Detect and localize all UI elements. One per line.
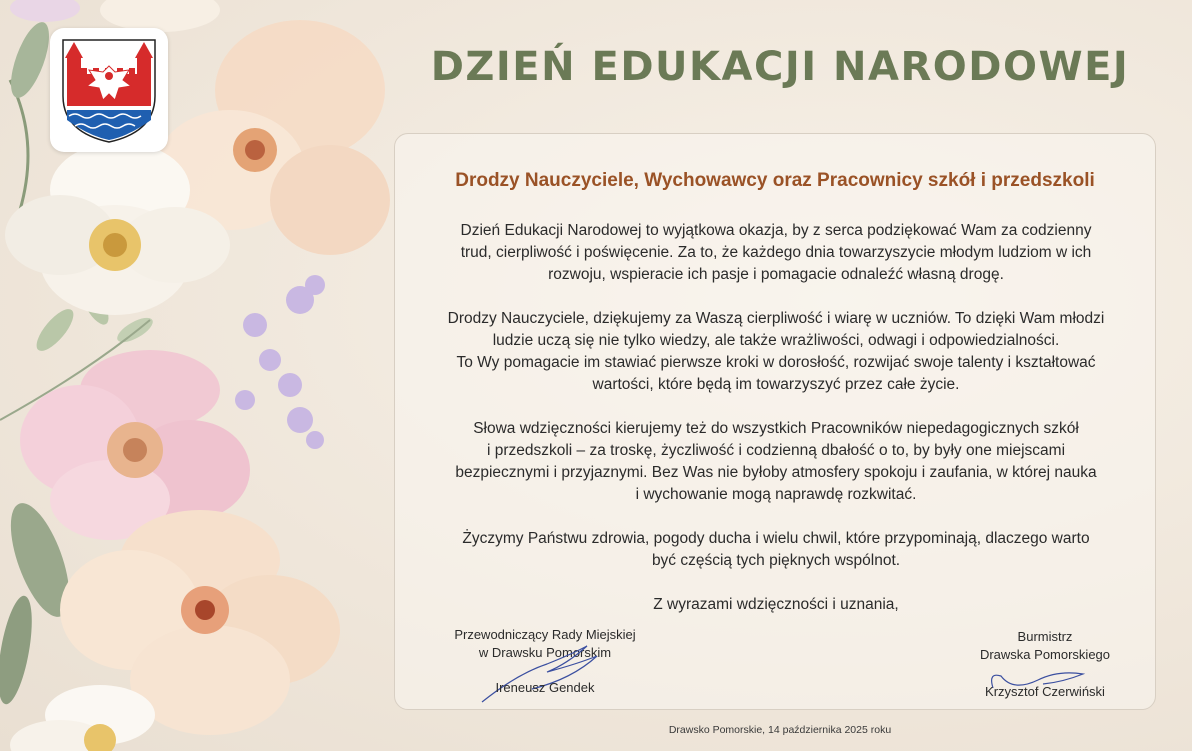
coat-of-arms-icon [59,36,159,144]
greeting-heading: Drodzy Nauczyciele, Wychowawcy oraz Pracownicy szkół i przedszkoli [455,170,1095,191]
letter-card [394,133,1156,710]
signature-scribble-icon [477,634,607,706]
paragraph-2: Drodzy Nauczyciele, dziękujemy za Waszą cierpliwość i wiarę w uczniów. To dzięki Wam młodzi ludzie uczą się nie tylko wiedzy, ale także wrażliwości, odwagi i odpowiedzialności. To Wy pomagacie im stawiać pierwsze kroki w dorosłość, rozwijać swoje talenty i kształtować wartości, które będą im towarzyszyć przez całe życie. [447,310,1105,393]
coat-of-arms [50,28,168,152]
signature-right-name: Krzysztof Czerwiński [985,684,1105,699]
signature-left-role: Przewodniczący Rady Miejskiej w Drawsku Pomorskim [454,627,636,660]
page-title: DZIEŃ EDUKACJI NARODOWEJ [430,44,1130,90]
signature-right-role: Burmistrz Drawska Pomorskiego [979,629,1111,662]
signature-left-name: Ireneusz Gendek [495,680,595,695]
footer-date: Drawsko Pomorskie, 14 października 2025 roku [668,724,892,736]
closing-line: Z wyrazami wdzięczności i uznania, [653,596,899,613]
paragraph-4: Życzymy Państwu zdrowia, pogody ducha i wielu chwil, które przypominają, dlaczego warto być częścią tych pięknych wspólnot. [462,530,1090,569]
paragraph-3: Słowa wdzięczności kierujemy też do wszystkich Pracowników niepedagogicznych szkół i przedszkoli – za troskę, życzliwość i codzienną dbałość o to, by były one miejscami bezpiecznymi i przyjaznymi. Bez Was nie byłoby atmosfery spokoju i zaufania, w której nauka i wychowanie mogą naprawdę rozkwitać. [455,420,1097,503]
paragraph-1: Dzień Edukacji Narodowej to wyjątkowa okazja, by z serca podziękować Wam za codzienny trud, cierpliwość i poświęcenie. Za to, że każdego dnia towarzyszycie młodym ludziom w ich rozwoju, wspieracie ich pasje i pomagacie odnaleźć własną drogę. [460,222,1092,283]
